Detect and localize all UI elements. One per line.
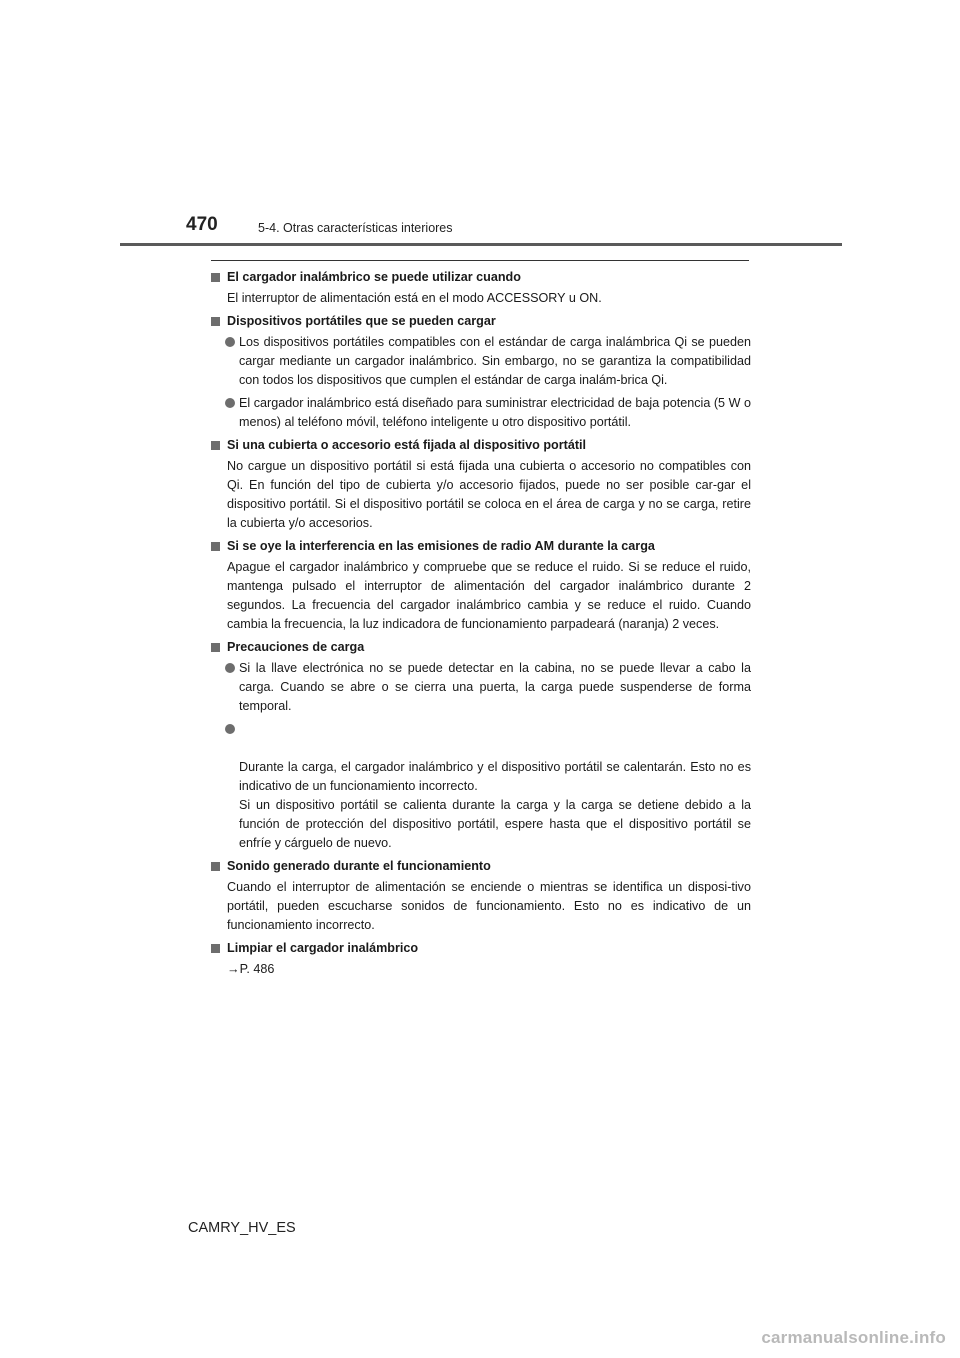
section-compatible-devices [211,312,751,432]
section-cleaning [211,939,751,979]
section-title-text: Limpiar el cargador inalámbrico [227,941,419,955]
square-bullet-icon [211,643,220,652]
list-item [211,659,751,716]
header-divider [120,243,842,246]
section-title-text: Precauciones de carga [227,640,365,654]
section-availability [211,268,751,308]
section-title-text: Si se oye la interferencia en las emisiones de radio AM durante la carga [227,539,655,553]
section-title [211,939,751,958]
content-area [211,268,751,983]
section-title [211,638,751,657]
section-title [211,312,751,331]
square-bullet-icon [211,273,220,282]
list-item-text: Durante la carga, el cargador inalámbrico y el dispositivo portátil se calentarán. Esto no es indicativo de un funcionamiento incorrecto. Si un dispositivo portátil se calienta durante la carga y la carga se detiene debido a la función de protección del dispositivo portátil, espere hasta que el dispositivo portátil se enfríe y cárguelo de nuevo. [239,760,751,850]
section-body: No cargue un dispositivo portátil si está fijada una cubierta o accesorio no compatibles con Qi. En función del tipo de cubierta y/o accesorio fijados, puede no ser posible car-gar el dispositivo portátil. Si el dispositivo portátil se coloca en el área de carga y no se carga, retire la cubierta y/o accesorios. [227,459,751,530]
content-divider [211,260,749,261]
circle-bullet-icon [225,337,235,347]
section-title-text: Sonido generado durante el funcionamiento [227,859,491,873]
square-bullet-icon [211,944,220,953]
list-item [211,394,751,432]
section-am-interference [211,537,751,634]
list-item [211,333,751,390]
square-bullet-icon [211,317,220,326]
section-heading: 5-4. Otras características interiores [258,221,453,235]
section-title [211,268,751,287]
section-title [211,857,751,876]
section-title-text: Dispositivos portátiles que se pueden cargar [227,314,496,328]
circle-bullet-icon [225,663,235,673]
watermark-logo: carmanualsonline.info [761,1328,946,1347]
section-title-text: Si una cubierta o accesorio está fijada al dispositivo portátil [227,438,587,452]
list-item-text: El cargador inalámbrico está diseñado para suministrar electricidad de baja potencia (5 W o menos) al teléfono móvil, teléfono inteligente u otro dispositivo portátil. [239,396,751,429]
section-body: Cuando el interruptor de alimentación se enciende o mientras se identifica un disposi-tivo portátil, pueden escucharse sonidos de funcionamiento. Esto no es indicativo de un funcionamiento incorrecto. [227,880,751,932]
circle-bullet-icon [225,398,235,408]
section-charging-precautions [211,638,751,853]
section-title-text: El cargador inalámbrico se puede utilizar cuando [227,270,521,284]
list-item-text: Los dispositivos portátiles compatibles con el estándar de carga inalámbrica Qi se pueden cargar mediante un cargador inalámbrico. Sin embargo, no se garantiza la compatibilidad con todos los dispositivos que cumplen el estándar de carga inalám-brica Qi. [239,335,751,387]
list-item [211,720,751,853]
section-cover-accessory [211,436,751,533]
section-title [211,436,751,455]
page-number: 470 [186,214,218,235]
square-bullet-icon [211,862,220,871]
section-operating-sound [211,857,751,935]
list-item-text: Si la llave electrónica no se puede detectar en la cabina, no se puede llevar a cabo la carga. Cuando se abre o se cierra una puerta, la carga puede suspenderse de forma temporal. [239,661,751,713]
page-reference-link[interactable]: →P. 486 [227,962,275,976]
section-body: Apague el cargador inalámbrico y compruebe que se reduce el ruido. Si se reduce el ruido, mantenga pulsado el interruptor de alimentación del cargador inalámbrico durante 2 segundos. La frecuencia del cargador inalámbrico cambia y se reduce el ruido. Cuando cambia la frecuencia, la luz indicadora de funcionamiento parpadeará (naranja) 2 veces. [227,560,751,631]
document-code: CAMRY_HV_ES [188,1220,296,1236]
section-body: El interruptor de alimentación está en el modo ACCESSORY u ON. [227,291,602,305]
section-title [211,537,751,556]
square-bullet-icon [211,441,220,450]
circle-bullet-icon [225,724,235,734]
square-bullet-icon [211,542,220,551]
